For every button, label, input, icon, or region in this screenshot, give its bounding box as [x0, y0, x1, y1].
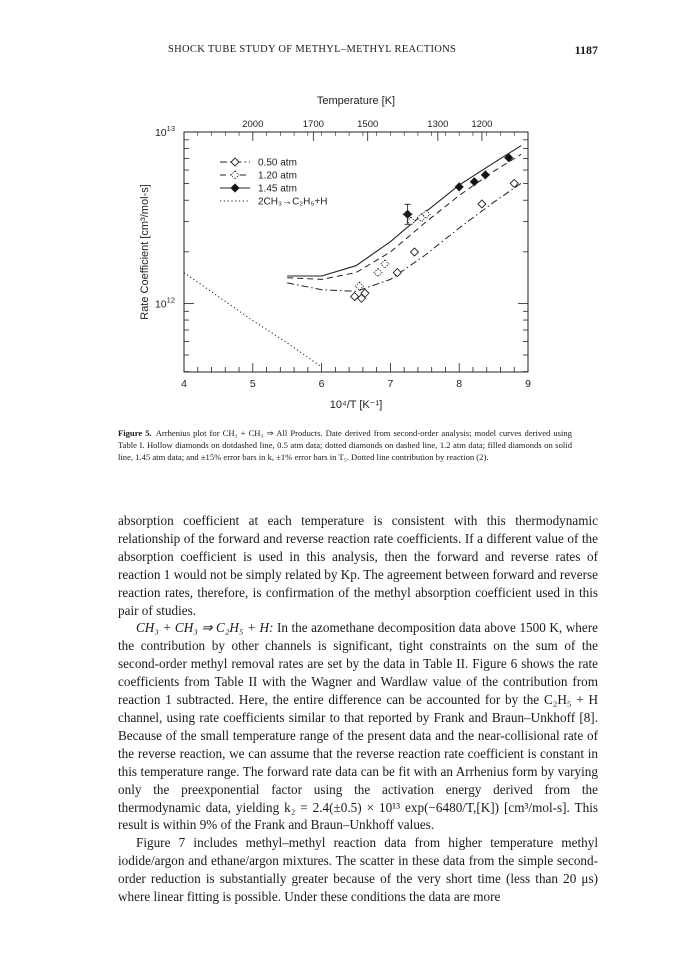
model-curves	[184, 146, 521, 367]
legend-label: 0.50 atm	[258, 157, 297, 169]
running-title: SHOCK TUBE STUDY OF METHYL–METHYL REACTIONS	[168, 44, 457, 55]
diamond-marker	[374, 269, 382, 277]
diamond-shape	[231, 184, 239, 192]
top-tick-label: 1300	[427, 119, 449, 130]
y-tick-label: $10^{12}$	[154, 295, 175, 311]
x-tick-label: 9	[525, 378, 531, 390]
arrhenius-plot	[0, 0, 673, 420]
diamond-shape	[393, 269, 401, 277]
figure-caption	[118, 427, 572, 464]
y-axis-title: Rate Coefficient [cm³/mol-s]	[139, 184, 151, 320]
diamond-marker	[381, 260, 389, 268]
model-curve	[184, 273, 322, 367]
x-tick-label: 8	[456, 378, 463, 390]
y-tick-label: $10^{13}$	[154, 124, 175, 139]
diamond-shape	[231, 171, 239, 179]
x-tick-label: 4	[181, 378, 187, 390]
legend-label: 1.45 atm	[258, 183, 297, 195]
x-tick-label: 7	[387, 378, 394, 390]
model-curve	[287, 146, 521, 276]
diamond-shape	[481, 171, 489, 179]
caption-text: Arrhenius plot for CH₃ + CH₃ ⇒ All Products. Date derived from second-order analysis; model curves derived using Table I. Hollow diamonds on dotdashed line, 0.5 atm data; dotted diamonds on dashed line, 1.2 atm data; filled diamonds on solid line, 1.45 atm data; and ±15% error bars in k, ±1% error bars in T₅. Dotted line contribution by reaction (2).	[118, 428, 573, 463]
diamond-marker	[393, 269, 401, 277]
top-tick-label: 2000	[242, 119, 264, 130]
diamond-marker	[231, 171, 239, 179]
top-axis-title: Temperature [K]	[316, 95, 396, 107]
diamond-marker	[231, 158, 239, 166]
diamond-marker	[455, 183, 463, 191]
top-tick-label: 1500	[357, 119, 379, 130]
diamond-shape	[374, 269, 382, 277]
diamond-marker	[481, 171, 489, 179]
diamond-marker	[231, 184, 239, 192]
plot-frame	[184, 132, 528, 372]
diamond-shape	[470, 178, 478, 186]
x-tick-label: 5	[249, 378, 256, 390]
x-axis-title: 10⁴/T [K⁻¹]	[329, 399, 383, 411]
top-tick-label: 1200	[471, 119, 493, 130]
diamond-shape	[410, 248, 418, 256]
diamond-marker	[410, 248, 418, 256]
diamond-shape	[381, 260, 389, 268]
paragraph-2-text: In the azomethane decomposition data above 1500 K, where the contribution by other channels is significant, tight constraints on the sum of the second-order methyl removal rates are set by the data in Table II. Figure 6 shows the rate coefficients from Table II with the Wagner and Wardlaw value of the contribution from reaction 1 subtracted. Here, the entire difference can be accounted for by the C₂H₅ + H channel, using rate coefficients similar to that reported by Frank and Braun–Unkhoff [8]. Because of the small temperature range of the present data and the near-collisional rate of the reverse reaction, we can assume that the reverse reaction rate coefficient is constant in this temperature range. The forward rate data can be fit with an Arrhenius form by varying only the preexponential factor using the activation energy derived from the thermodynamic data, yielding k₂ = 2.4(±0.5) × 10¹³ exp(−6480/T,[K]) [cm³/mol-s]. This result is within 9% of the Frank and Braun–Unkhoff values.	[118, 620, 598, 833]
legend-label: 2CH₃→C₂H₅+H	[258, 196, 328, 208]
caption-lead: Figure 5.	[118, 428, 152, 438]
top-tick-label: 1700	[302, 119, 324, 130]
diamond-marker	[478, 200, 486, 208]
page-number: 1187	[574, 43, 598, 57]
reaction-heading: CH₃ + CH₃ ⇒ C₂H₅ + H:	[136, 620, 274, 636]
diamond-shape	[455, 183, 463, 191]
legend-label: 1.20 atm	[258, 170, 297, 182]
x-tick-label: 6	[318, 378, 325, 390]
legend	[220, 158, 328, 208]
diamond-marker	[470, 178, 478, 186]
body-text	[118, 512, 598, 906]
paragraph-2	[118, 619, 598, 834]
diamond-shape	[478, 200, 486, 208]
paragraph-1: absorption coefficient at each temperature is consistent with this thermodynamic relationship of the forward and reverse reaction rate coefficients. If a different value of the absorption coefficient is used in this analysis, then the forward and reverse rates of reaction 1 would not be simply related by Kp. The agreement between forward and reverse reaction rates, therefore, is confirmation of the methyl absorption coefficient used in this pair of studies.	[118, 513, 598, 618]
data-points	[351, 154, 519, 303]
diamond-shape	[231, 158, 239, 166]
paragraph-3: Figure 7 includes methyl–methyl reaction data from higher temperature methyl iodide/argon and ethane/argon mixtures. The scatter in these data from the simple second-order reduction is substantially greater because of the very short time (less than 20 μs) where linear fitting is possible. Under these conditions the data are more	[118, 835, 598, 905]
plot-axes	[139, 95, 531, 411]
diamond-shape	[351, 293, 359, 301]
diamond-marker	[351, 293, 359, 301]
